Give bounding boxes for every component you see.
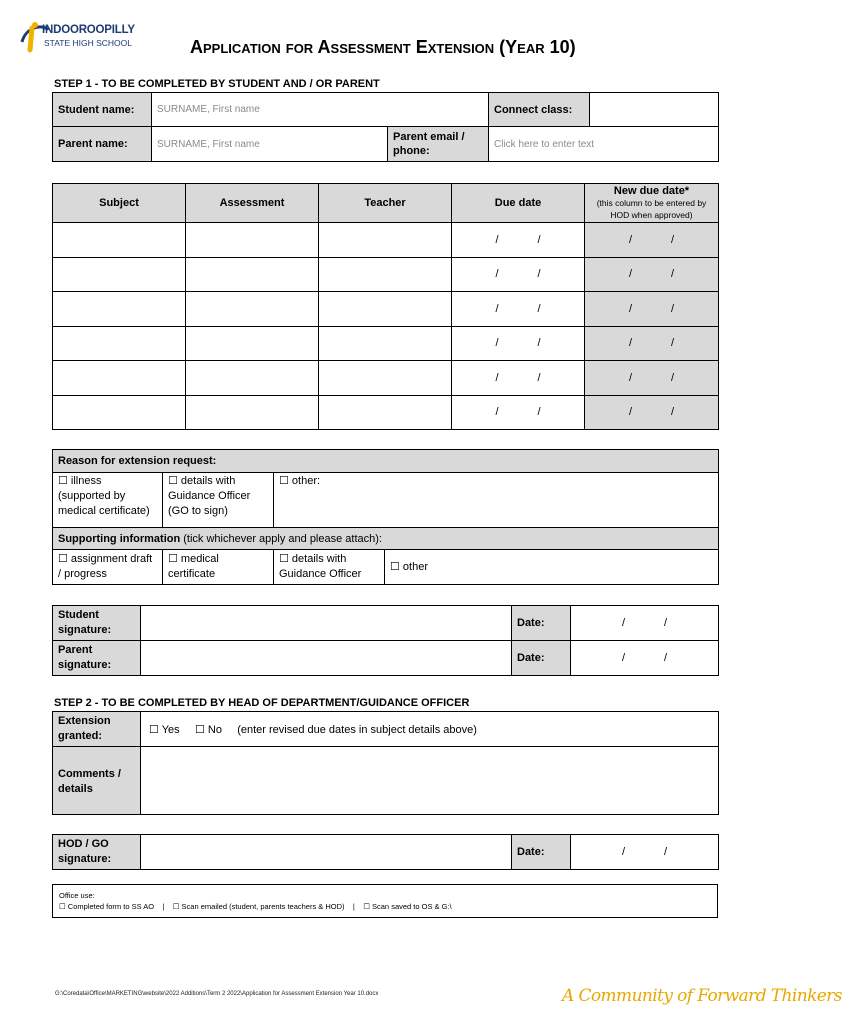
reason-heading: Reason for extension request: — [53, 450, 719, 473]
school-logo — [18, 20, 148, 56]
subject-row — [53, 292, 719, 327]
subject-row — [53, 223, 719, 258]
student-name-label: Student name: — [53, 93, 152, 127]
due-date-cell[interactable]: / / — [452, 326, 585, 361]
support-medical-cert[interactable]: ☐ medical certificate — [163, 550, 274, 585]
subject-row — [53, 395, 719, 430]
connect-class-label: Connect class: — [489, 93, 590, 127]
teacher-cell[interactable] — [319, 223, 452, 258]
footer-tagline: A Community of Forward Thinkers — [562, 986, 842, 1006]
col-header-due-date: Due date — [452, 184, 585, 223]
reason-guidance[interactable]: ☐ details with Guidance Officer (GO to sign) — [163, 473, 274, 528]
step1-heading: STEP 1 - TO BE COMPLETED BY STUDENT AND / OR PARENT — [54, 78, 380, 90]
subject-cell[interactable] — [53, 292, 186, 327]
col-header-subject: Subject — [53, 184, 186, 223]
office-scan-saved-checkbox[interactable]: ☐ Scan saved to OS & G:\ — [363, 902, 452, 911]
due-date-cell[interactable]: / / — [452, 292, 585, 327]
extension-no-checkbox[interactable]: ☐ No — [194, 723, 222, 736]
logo-name: INDOOROOPILLY — [42, 24, 135, 36]
extension-note: (enter revised due dates in subject details above) — [237, 723, 477, 736]
step2-heading: STEP 2 - TO BE COMPLETED BY HEAD OF DEPARTMENT/GUIDANCE OFFICER — [54, 697, 470, 709]
subject-cell[interactable] — [53, 257, 186, 292]
parent-name-label: Parent name: — [53, 127, 152, 162]
new-due-date-cell[interactable]: / / — [585, 292, 719, 327]
new-due-date-cell[interactable]: / / — [585, 223, 719, 258]
signatures-table — [52, 605, 719, 676]
assessment-cell[interactable] — [186, 257, 319, 292]
subject-cell[interactable] — [53, 223, 186, 258]
reason-illness[interactable]: ☐ illness (supported by medical certificate) — [53, 473, 163, 528]
new-due-date-cell[interactable]: / / — [585, 326, 719, 361]
comments-label: Comments / details — [53, 747, 141, 815]
hod-signature-label: HOD / GO signature: — [53, 835, 141, 870]
parent-date-label: Date: — [512, 641, 571, 676]
teacher-cell[interactable] — [319, 395, 452, 430]
col-header-assessment: Assessment — [186, 184, 319, 223]
assessment-cell[interactable] — [186, 395, 319, 430]
student-signature-field[interactable] — [141, 606, 512, 641]
office-use-label: Office use: — [59, 891, 95, 900]
subject-row — [53, 361, 719, 396]
reason-other[interactable]: ☐ other: — [274, 473, 719, 528]
assessment-cell[interactable] — [186, 326, 319, 361]
support-assignment-draft[interactable]: ☐ assignment draft / progress — [53, 550, 163, 585]
office-completed-checkbox[interactable]: ☐ Completed form to SS AO — [59, 902, 155, 911]
support-other[interactable]: ☐ other — [385, 550, 719, 585]
supporting-heading-rest: (tick whichever apply and please attach): — [180, 532, 382, 545]
student-signature-label: Student signature: — [53, 606, 141, 641]
subject-row — [53, 257, 719, 292]
student-date-label: Date: — [512, 606, 571, 641]
subject-cell[interactable] — [53, 395, 186, 430]
extension-granted-label: Extension granted: — [53, 712, 141, 747]
assessment-cell[interactable] — [186, 223, 319, 258]
connect-class-field[interactable] — [590, 93, 719, 127]
parent-date-field[interactable]: / / — [571, 641, 719, 676]
teacher-cell[interactable] — [319, 326, 452, 361]
support-guidance-details[interactable]: ☐ details with Guidance Officer — [274, 550, 385, 585]
office-scan-emailed-checkbox[interactable]: ☐ Scan emailed (student, parents teachers & HOD) — [172, 902, 345, 911]
subject-row — [53, 326, 719, 361]
parent-signature-label: Parent signature: — [53, 641, 141, 676]
supporting-heading — [53, 528, 719, 550]
teacher-cell[interactable] — [319, 292, 452, 327]
extension-granted-options — [141, 712, 719, 747]
due-date-cell[interactable]: / / — [452, 257, 585, 292]
logo-subname: STATE HIGH SCHOOL — [44, 38, 133, 48]
due-date-cell[interactable]: / / — [452, 361, 585, 396]
parent-signature-field[interactable] — [141, 641, 512, 676]
hod-signature-field[interactable] — [141, 835, 512, 870]
col-header-new-due-date — [585, 184, 719, 223]
office-use-items: ☐ Completed form to SS AO | ☐ Scan emailed (student, parents teachers & HOD) | ☐ Scan saved to OS & G:\ — [59, 902, 452, 911]
assessment-cell[interactable] — [186, 292, 319, 327]
due-date-cell[interactable]: / / — [452, 223, 585, 258]
due-date-cell[interactable]: / / — [452, 395, 585, 430]
student-date-field[interactable]: / / — [571, 606, 719, 641]
subject-cell[interactable] — [53, 361, 186, 396]
hod-date-field[interactable]: / / — [571, 835, 719, 870]
student-name-field[interactable]: SURNAME, First name — [152, 93, 489, 127]
extension-yes-checkbox[interactable]: ☐ Yes — [149, 723, 180, 736]
hod-date-label: Date: — [512, 835, 571, 870]
new-due-date-title: New due date* — [613, 185, 690, 197]
new-due-date-cell[interactable]: / / — [585, 361, 719, 396]
new-due-date-note: (this column to be entered by HOD when approved) — [596, 198, 707, 220]
supporting-heading-bold: Supporting information — [58, 532, 181, 545]
subjects-table — [52, 183, 719, 430]
col-header-teacher: Teacher — [319, 184, 452, 223]
teacher-cell[interactable] — [319, 361, 452, 396]
office-use-box — [52, 884, 718, 918]
new-due-date-cell[interactable]: / / — [585, 257, 719, 292]
reason-table — [52, 449, 719, 585]
comments-field[interactable] — [141, 747, 719, 815]
student-parent-table — [52, 92, 719, 162]
new-due-date-cell[interactable]: / / — [585, 395, 719, 430]
parent-name-field[interactable]: SURNAME, First name — [152, 127, 388, 162]
footer-file-path: G:\Coredata\Office\MARKETING\website\2022 Additions\Term 2 2022\Application for Assessment Extension Year 10.docx — [55, 991, 379, 997]
parent-email-field[interactable]: Click here to enter text — [489, 127, 719, 162]
parent-email-label: Parent email / phone: — [388, 127, 489, 162]
assessment-cell[interactable] — [186, 361, 319, 396]
subject-cell[interactable] — [53, 326, 186, 361]
page-title: Application for Assessment Extension (Year 10) — [190, 37, 576, 57]
teacher-cell[interactable] — [319, 257, 452, 292]
step2-table — [52, 711, 719, 815]
hod-signature-table — [52, 834, 719, 870]
